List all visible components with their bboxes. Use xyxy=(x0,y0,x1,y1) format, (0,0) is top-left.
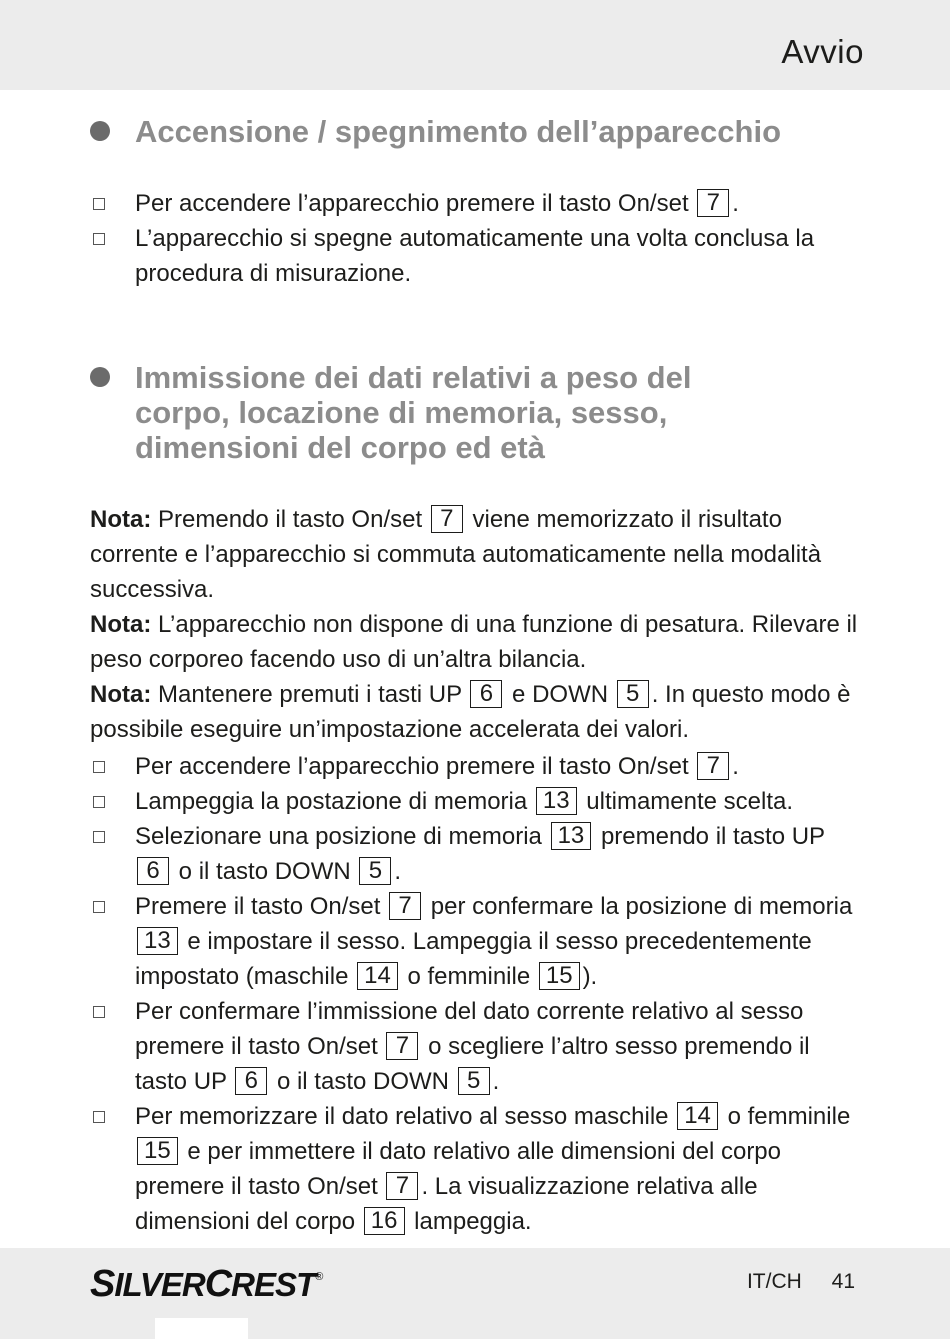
item-text: o il tasto DOWN xyxy=(178,858,351,885)
item-text: e per immettere il dato relativo alle dimensioni del corpo premere il tasto On/set xyxy=(135,1138,781,1200)
logo-text: ILVER xyxy=(114,1266,205,1303)
item-text: L’apparecchio si spegne automaticamente una volta conclusa la procedura di misurazione. xyxy=(135,225,815,287)
note xyxy=(90,502,860,607)
item-text: Selezionare una posizione di memoria xyxy=(135,823,542,850)
list-item xyxy=(135,819,860,889)
section-heading xyxy=(135,360,950,465)
note-text: e DOWN xyxy=(512,681,609,708)
note-label: Nota: xyxy=(90,611,152,638)
key-ref: 13 xyxy=(536,787,577,815)
logo-text: REST xyxy=(231,1266,316,1303)
header-bar xyxy=(0,0,950,90)
logo-letter: S xyxy=(90,1263,115,1305)
checkbox-bullet-icon xyxy=(93,796,105,808)
item-text: ). xyxy=(582,963,598,990)
item-text: Per accendere l’apparecchio premere il tasto On/set xyxy=(135,190,689,217)
checkbox-bullet-icon xyxy=(93,1006,105,1018)
brand-logo xyxy=(90,1263,322,1306)
list-item xyxy=(135,784,860,819)
key-ref: 7 xyxy=(431,505,463,533)
checkbox-bullet-icon xyxy=(93,1111,105,1123)
section-heading-line: dimensioni del corpo ed età xyxy=(135,430,545,465)
checkbox-bullet-icon xyxy=(93,198,105,210)
section-heading-line: Immissione dei dati relativi a peso del xyxy=(135,360,692,395)
power-list xyxy=(0,186,860,291)
key-ref: 13 xyxy=(551,822,592,850)
key-ref: 5 xyxy=(359,857,391,885)
key-ref: 5 xyxy=(458,1067,490,1095)
logo-letter: C xyxy=(204,1263,232,1305)
item-text: premendo il tasto UP xyxy=(600,823,825,850)
note-text: Premendo il tasto On/set xyxy=(158,506,423,533)
list-item xyxy=(135,994,860,1099)
item-text: o il tasto DOWN xyxy=(276,1068,449,1095)
steps-list xyxy=(0,749,860,1239)
page-number: 41 xyxy=(831,1270,855,1293)
item-text: . xyxy=(394,858,402,885)
section-heading-text: Accensione / spegnimento dell’apparecchio xyxy=(135,114,782,149)
key-ref: 7 xyxy=(386,1172,418,1200)
item-text: . xyxy=(732,753,739,780)
key-ref: 15 xyxy=(539,962,580,990)
item-text: o scegliere l’altro sesso premendo il tasto UP xyxy=(135,1033,810,1095)
item-text: . xyxy=(492,1068,500,1095)
note-label: Nota: xyxy=(90,506,152,533)
bullet-dot-icon xyxy=(90,367,110,387)
registered-mark: ® xyxy=(315,1271,323,1283)
key-ref: 13 xyxy=(137,927,178,955)
note-text: L’apparecchio non dispone di una funzione di pesatura. Rilevare il peso corporeo facendo uso di un’altra bilancia. xyxy=(90,611,858,673)
item-text: o femminile xyxy=(407,963,531,990)
item-text: per confermare la posizione di memoria xyxy=(430,893,853,920)
key-ref: 6 xyxy=(235,1067,267,1095)
thumb-tab xyxy=(155,1318,248,1339)
key-ref: 14 xyxy=(677,1102,718,1130)
item-text: . xyxy=(732,190,739,217)
item-text: Per accendere l’apparecchio premere il tasto On/set xyxy=(135,753,689,780)
list-item xyxy=(135,749,860,784)
item-text: . La visualizzazione relativa alle dimensioni del corpo xyxy=(135,1173,758,1235)
checkbox-bullet-icon xyxy=(93,233,105,245)
key-ref: 16 xyxy=(364,1207,405,1235)
key-ref: 15 xyxy=(137,1137,178,1165)
checkbox-bullet-icon xyxy=(93,901,105,913)
section-power xyxy=(0,114,950,149)
page-info xyxy=(747,1270,855,1294)
note-label: Nota: xyxy=(90,681,152,708)
key-ref: 14 xyxy=(357,962,398,990)
item-text: Lampeggia la postazione di memoria xyxy=(135,788,528,815)
section-data-entry xyxy=(0,360,950,465)
checkbox-bullet-icon xyxy=(93,831,105,843)
checkbox-bullet-icon xyxy=(93,761,105,773)
page-title: Avvio xyxy=(781,33,864,70)
note-text: Mantenere premuti i tasti UP xyxy=(158,681,462,708)
note-text: . In questo modo è possibile eseguire un’impostazione accelerata dei valori. xyxy=(90,681,851,743)
notes-block xyxy=(90,502,860,747)
key-ref: 7 xyxy=(697,189,729,217)
key-ref: 7 xyxy=(697,752,729,780)
list-item xyxy=(135,1099,860,1239)
item-text: Per memorizzare il dato relativo al sesso maschile xyxy=(135,1103,669,1130)
language-code: IT/CH xyxy=(746,1270,802,1293)
key-ref: 5 xyxy=(617,680,649,708)
key-ref: 7 xyxy=(389,892,421,920)
list-item xyxy=(135,221,860,291)
item-text: o femminile xyxy=(727,1103,851,1130)
list-item xyxy=(135,186,860,221)
item-text: Per confermare l’immissione del dato corrente relativo al sesso premere il tasto On/set xyxy=(135,998,804,1060)
list-item xyxy=(135,889,860,994)
item-text: lampeggia. xyxy=(414,1208,532,1235)
section-heading-line: corpo, locazione di memoria, sesso, xyxy=(135,395,668,430)
key-ref: 7 xyxy=(386,1032,418,1060)
section-heading xyxy=(135,114,950,149)
note xyxy=(90,677,860,747)
key-ref: 6 xyxy=(470,680,502,708)
item-text: ultimamente scelta. xyxy=(586,788,794,815)
item-text: e impostare il sesso. Lampeggia il sesso precedentemente impostato (maschile xyxy=(135,928,812,990)
note xyxy=(90,607,860,677)
note-text: viene memorizzato il risultato corrente e l’apparecchio si commuta automaticamente nella modalità successiva. xyxy=(90,506,822,603)
item-text: Premere il tasto On/set xyxy=(135,893,381,920)
key-ref: 6 xyxy=(137,857,169,885)
bullet-dot-icon xyxy=(90,121,110,141)
